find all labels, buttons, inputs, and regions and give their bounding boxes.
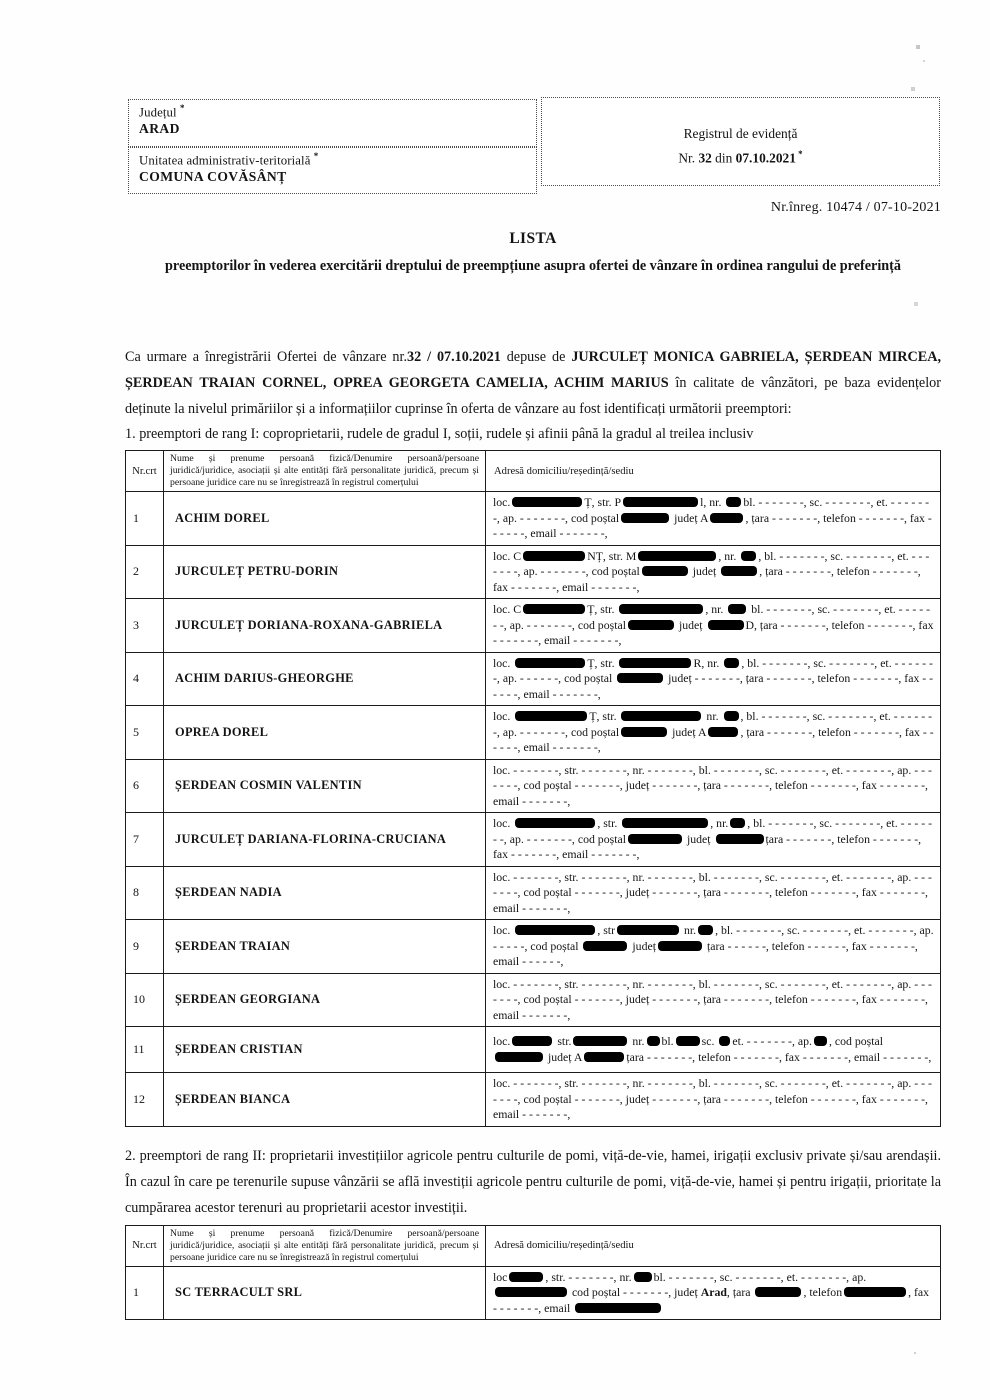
registru-line2 [542,144,939,168]
text-run: nr. [629,1034,645,1048]
table-row [126,492,941,546]
row-number-cell: 2 [126,545,164,599]
uat-value: COMUNA COVĂSÂNȚ [139,169,287,185]
address-cell [486,545,941,599]
text-run: loc [493,1269,508,1284]
text-run: , bl. - - - - - - -, sc. - - - - - - -, et. - - - - - - -, ap. - - - - - -, cod poștal [493,655,933,685]
text-run: județ [689,564,720,578]
text-run: Ț, str. [587,655,618,670]
text-run: loc. [493,1034,511,1048]
page-title: LISTA [509,230,557,247]
redaction-bar [638,551,716,561]
text-run: , str [597,923,616,937]
row-number-cell: 3 [126,599,164,653]
redaction-bar [676,1036,700,1046]
rank2-table [125,1225,941,1321]
text-run: 07.10.2021 [735,150,796,166]
text-run: , țara - - - - - - -, telefon - - - - - - -, fax - - - - - - -, email - - - - - - -, [493,564,921,594]
redaction-bar [728,604,746,614]
address-cell [486,759,941,813]
address-cell [486,706,941,760]
redaction-bar [515,818,595,828]
text-run: , nr. [705,602,727,616]
scan-noise [0,0,2,2]
row-number-cell: 10 [126,973,164,1027]
table-row [126,1266,941,1320]
redaction-bar [495,1052,543,1062]
text-run: județ [684,831,714,846]
redaction-bar [617,673,663,683]
header-name: Nume și prenume persoană fizică/Denumire persoană/persoane juridică/juridice, asociații și alte entități fără personalitate juridică, precum și persoane juridice care nu se înregistrează în registrul comerțului [164,451,486,492]
text-run: loc. [493,816,514,830]
redaction-bar [634,1272,652,1282]
text-run: bl. - - - - - - -, sc. - - - - - - -, et. - - - - - - -, ap. - - - - - - -, cod poștal [493,495,930,525]
rank1-heading: 1. preemptori de rang I: coproprietarii, rudele de gradul I, soții, rudele și afinii până la gradul al treilea inclusiv [125,426,754,442]
text-run: loc. [493,655,514,670]
redaction-bar [617,925,679,935]
text-run: depuse de [500,349,572,365]
text-run: Ț, str. [589,709,620,723]
header-row [126,1225,941,1266]
preemptor-name-cell: ȘERDEAN COSMIN VALENTIN [164,759,486,813]
row-number-cell: 7 [126,813,164,867]
nr-inreg: Nr.înreg. 10474 / 07-10-2021 [770,200,941,215]
redaction-bar [584,1052,624,1062]
text-run: județ [629,938,656,953]
header-address: Adresă domiciliu/reședință/sediu [486,1225,941,1266]
header-name: Nume și prenume persoană fizică/Denumire persoană/persoane juridică/juridice, asociații și alte entități fără personalitate juridică, precum și persoane juridice care nu se înregistrează în registrul comerțului [164,1225,486,1266]
text-run: din [711,150,736,166]
text-run: , bl. - - - - - - -, sc. - - - - - - -, et. - - - - - - -, ap. - - - - - - -, cod poștal [493,548,930,578]
text-run: Ț, str. [587,602,618,616]
text-run: , nr. [718,548,740,563]
redaction-bar [512,1036,552,1046]
text-run: loc. - - - - - - -, str. - - - - - - -, nr. - - - - - - -, bl. - - - - - - -, sc. - - - - - - -, et. - - - - - - -, ap. - - - - - - -, cod poștal - - - - - - -, județ - - - - - - -, țara - - - - - - -, telefon - - - - - - -, fax - - - - - - -, email - - - - - - -, [493,869,932,915]
address-cell [486,492,941,546]
preemptor-name-cell: ȘERDEAN NADIA [164,866,486,920]
redaction-bar [721,566,757,576]
redaction-bar [719,1036,730,1046]
preemptor-name-cell: ȘERDEAN GEORGIANA [164,973,486,1027]
page-subtitle: preemptorilor în vederea exercitării dreptului de preempțiune asupra ofertei de vânzare în ordinea rangului de preferință [165,258,901,274]
text-run: , bl. - - - - - - -, sc. - - - - - - -, et. - - - - - - -, ap. - - - - -, cod poștal [493,923,934,953]
redaction-bar [628,834,682,844]
row-number-cell: 12 [126,1073,164,1127]
redaction-bar [741,551,756,561]
address-cell [486,1027,941,1073]
preemptor-name-cell: ȘERDEAN BIANCA [164,1073,486,1127]
judet-box [128,99,537,147]
text-run: nr. [703,709,722,723]
text-run: loc. - - - - - - -, str. - - - - - - -, nr. - - - - - - -, bl. - - - - - - -, sc. - - - - - - -, et. - - - - - - -, ap. - - - - - - -, cod poștal - - - - - - -, județ - - - - - - -, țara - - - - - - -, telefon - - - - - - -, fax - - - - - - -, email - - - - - - -, [493,1076,932,1121]
address-cell [486,920,941,974]
text-run: D, țara - - - - - - -, telefon - - - - - - -, fax - - - - - - -, email - - - - - - -, [493,617,934,647]
redaction-bar [622,818,708,828]
text-run: bl. [661,1034,674,1048]
table-row [126,599,941,653]
text-run: , telefon [803,1285,843,1299]
text-run: cod poștal - - - - - - -, județ [569,1285,701,1299]
text-run: țara - - - - - - -, telefon - - - - - - -, fax - - - - - - -, email - - - - - - -, [626,1049,932,1064]
text-run: str. [554,1034,572,1048]
address-cell [486,599,941,653]
row-number-cell: 4 [126,652,164,706]
text-run: * [795,149,803,159]
text-run: , bl. - - - - - - -, sc. - - - - - - -, et. - - - - - - -, ap. - - - - - - -, cod poștal [493,816,933,846]
text-run: nr. [681,923,697,937]
text-run: țara - - - - - - -, telefon - - - - - - -, fax - - - - - - -, email - - - - - - -, [493,831,922,861]
text-run: bl. - - - - - - -, sc. - - - - - - -, et. - - - - - - -, ap. - - - - - - -, cod poștal [493,602,931,632]
table-row [126,545,941,599]
redaction-bar [495,1287,567,1297]
text-run: , str. - - - - - - -, nr. [545,1269,632,1284]
uat-label [139,151,526,168]
redaction-bar [730,818,745,828]
redaction-bar [716,834,764,844]
preemptor-name-cell: ACHIM DARIUS-GHEORGHE [164,652,486,706]
text-run: NȚ, str. M [587,548,637,563]
preemptor-name-cell: ȘERDEAN CRISTIAN [164,1027,486,1073]
redaction-bar [844,1287,906,1297]
row-number-cell: 11 [126,1027,164,1073]
redaction-bar [619,658,691,668]
text-run: Nr. [678,150,699,166]
text-run: în calitate de vânzători, pe baza evidențelor deținute la nivelul primăriilor și a informațiilor cuprinse în oferta de vânzare au fost identificați următorii preemptori: [125,375,941,417]
redaction-bar [621,711,701,721]
redaction-bar [698,925,713,935]
redaction-bar [515,658,585,668]
text-run: județ A [671,510,709,525]
header-nrcrt: Nr.crt [126,1225,164,1266]
preemptor-name-cell: ȘERDEAN TRAIAN [164,920,486,974]
rank2-paragraph: 2. preemptori de rang II: proprietarii investițiilor agricole pentru culturile de pomi, viță-de-vie, hamei, irigații exclusiv private și/sau arendașii. În cazul în care pe terenurile supuse vânzării se află investiții agricole pentru culturile de pomi, viță-de-vie, hamei și pentru irigații, prioritate la cumpărarea acestor terenuri au proprietarii acestor investiții. [125,1147,941,1216]
address-cell [486,1266,941,1320]
text-run: R, nr. [693,655,723,670]
text-run: loc. [493,923,514,937]
text-run: l, nr. [700,495,725,509]
redaction-bar [623,497,698,507]
table-row [126,866,941,920]
preemptor-name-cell: JURCULEȚ DARIANA-FLORINA-CRUCIANA [164,813,486,867]
row-number-cell: 6 [126,759,164,813]
judet-label [139,103,526,120]
preemptor-name-cell: JURCULEȚ DORIANA-ROXANA-GABRIELA [164,599,486,653]
header-row [126,451,941,492]
redaction-bar [710,513,743,523]
address-cell [486,813,941,867]
text-run: județ [676,617,706,632]
redaction-bar [755,1287,801,1297]
table-row [126,759,941,813]
redaction-bar [523,604,585,614]
text-run: * [179,103,185,113]
text-run: loc. - - - - - - -, str. - - - - - - -, nr. - - - - - - -, bl. - - - - - - -, sc. - - - - - - -, et. - - - - - - -, ap. - - - - - - -, cod poștal - - - - - - -, județ - - - - - - -, țara - - - - - - -, telefon - - - - - - -, fax - - - - - - -, email - - - - - - -, [493,762,932,808]
text-run: loc. C [493,548,522,563]
text-run: 32 [698,150,712,166]
row-number-cell: 1 [126,492,164,546]
text-run: , țara - - - - - - -, telefon - - - - - - -, fax - - - - - -, email - - - - - - -, [493,724,934,754]
registru-box [541,97,940,186]
redaction-bar [708,620,744,630]
preemptor-name-cell: JURCULEȚ PETRU-DORIN [164,545,486,599]
redaction-bar [573,1036,627,1046]
table-row [126,973,941,1027]
table-row [126,706,941,760]
address-cell [486,973,941,1027]
redaction-bar [628,620,674,630]
text-run: , fax - - - - - - -, email [493,1285,930,1315]
preemptor-name-cell: SC TERRACULT SRL [164,1266,486,1320]
row-number-cell: 1 [126,1266,164,1320]
text-run: JURCULEȚ MONICA GABRIELA, ȘERDEAN MIRCEA, ȘERDEAN TRAIAN CORNEL, OPREA GEORGETA CAMELIA, ACHIM MARIUS [125,349,941,391]
preemptor-name-cell: OPREA DOREL [164,706,486,760]
table-row [126,920,941,974]
rank1-table-body [126,492,941,1127]
judet-value: ARAD [139,121,180,137]
header-nrcrt: Nr.crt [126,451,164,492]
text-run: , țara [726,1285,754,1299]
redaction-bar [814,1036,827,1046]
text-run: județ A [669,724,707,739]
intro-paragraph [125,344,941,422]
redaction-bar [515,711,587,721]
text-run: județ A [545,1049,583,1064]
uat-box [128,147,537,194]
redaction-bar [726,497,741,507]
header-address: Adresă domiciliu/reședință/sediu [486,451,941,492]
text-run: et. - - - - - - -, ap. [732,1034,812,1048]
text-run: județ - - - - - - -, țara - - - - - - -, telefon - - - - - - -, fax - - - - - -, email - - - - - - -, [493,671,934,701]
redaction-bar [724,658,739,668]
address-cell [486,866,941,920]
redaction-bar [647,1036,660,1046]
text-run: , țara - - - - - - -, telefon - - - - - - -, fax - - - - - -, email - - - - - - -, [493,510,932,540]
text-run: loc. - - - - - - -, str. - - - - - - -, nr. - - - - - - -, bl. - - - - - - -, sc. - - - - - - -, et. - - - - - - -, ap. - - - - - - -, cod poștal - - - - - - -, județ - - - - - - -, țara - - - - - - -, telefon - - - - - - -, fax - - - - - - -, email - - - - - - -, [493,976,932,1022]
address-cell [486,1073,941,1127]
rank2-table-body [126,1266,941,1320]
redaction-bar [523,551,585,561]
redaction-bar [515,925,595,935]
text-run: , cod poștal [828,1034,884,1048]
redaction-bar [658,941,702,951]
text-run: Ca urmare a înregistrării Ofertei de vânzare nr. [125,349,407,365]
redaction-bar [619,604,703,614]
row-number-cell: 9 [126,920,164,974]
address-cell [486,652,941,706]
rank2-table-head [126,1225,941,1266]
redaction-bar [708,727,738,737]
text-run: , str. [597,816,621,830]
text-run: 32 / 07.10.2021 [407,349,501,365]
text-run: Ț, str. P [584,495,622,509]
table-row [126,652,941,706]
text-run: , nr. [710,816,729,830]
text-run: Arad [700,1285,727,1299]
document-body [125,344,941,1320]
rank1-table-head [126,451,941,492]
text-run: loc. C [493,602,522,616]
text-run: Județul [139,105,180,120]
redaction-bar [512,497,582,507]
preemptor-name-cell: ACHIM DOREL [164,492,486,546]
text-run: Unitatea administrativ-teritorială [139,153,314,168]
row-number-cell: 8 [126,866,164,920]
redaction-bar [724,711,739,721]
redaction-bar [621,513,669,523]
text-run: loc. [493,495,511,509]
redaction-bar [509,1272,543,1282]
row-number-cell: 5 [126,706,164,760]
text-run: țara - - - - - -, telefon - - - - - -, fax - - - - - - -, email - - - - - -, [493,938,918,968]
rank1-table [125,450,941,1127]
text-run: sc. [701,1034,718,1048]
title-block [100,226,966,280]
text-run: , bl. - - - - - - -, sc. - - - - - - -, et. - - - - - - -, ap. - - - - - - -, cod poștal [493,709,933,739]
text-run: * [313,151,319,161]
table-row [126,1027,941,1073]
registru-line1: Registrul de evidență [683,126,798,141]
text-run: loc. [493,709,514,723]
redaction-bar [642,566,688,576]
text-run: bl. - - - - - - -, sc. - - - - - - -, et. - - - - - - -, ap. [653,1269,867,1284]
table-row [126,813,941,867]
redaction-bar [621,727,667,737]
redaction-bar [583,941,627,951]
redaction-bar [575,1303,661,1313]
table-row [126,1073,941,1127]
